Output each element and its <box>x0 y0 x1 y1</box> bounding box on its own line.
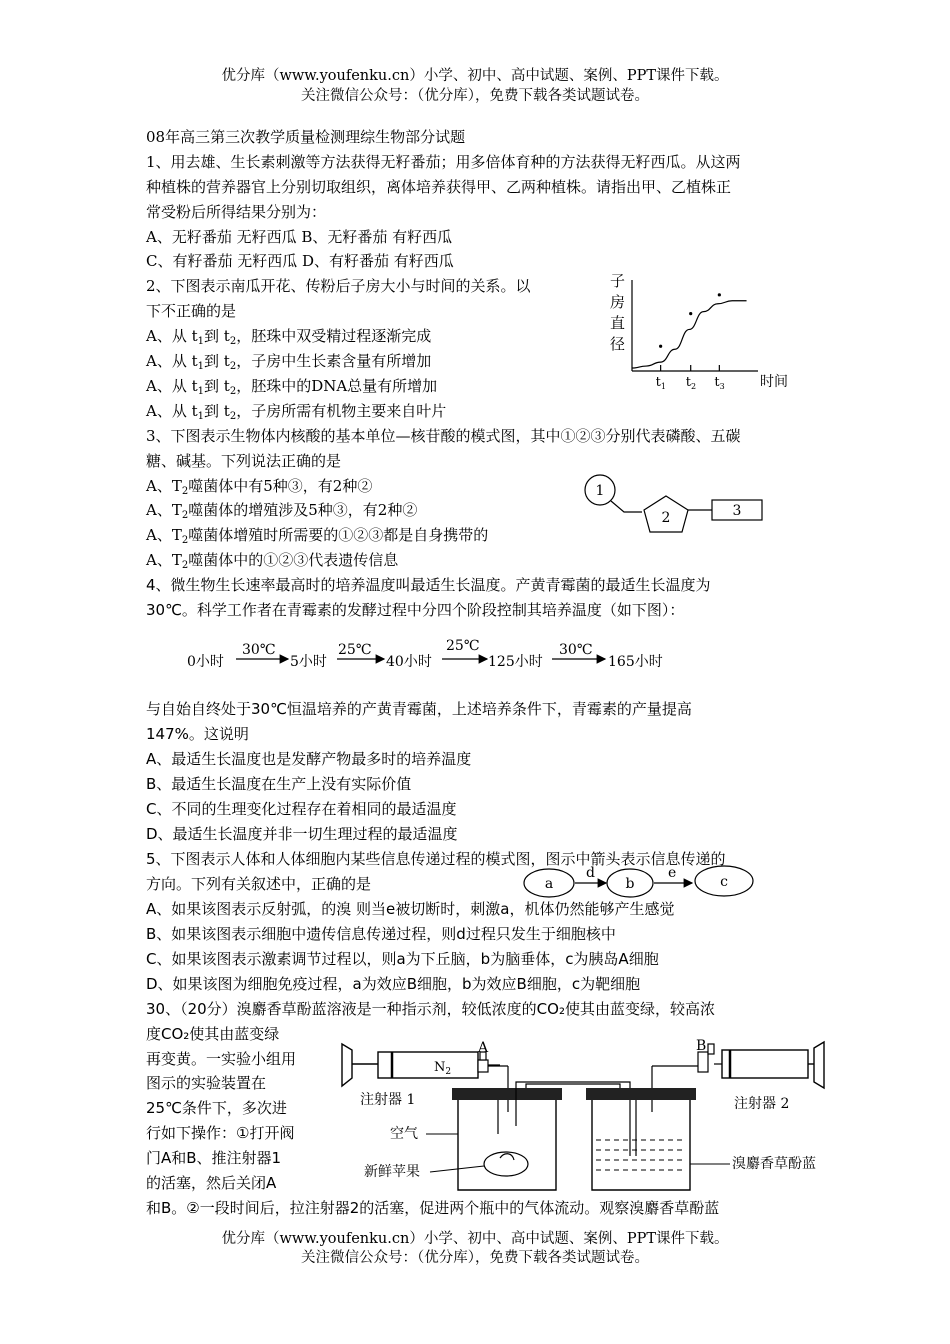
node-a-label: a <box>544 876 554 892</box>
q2-option-b: A、从 $t_1$到 $t_2$，子房中生长素含量有所增加 <box>146 352 432 372</box>
q30-wrap-5: 行如下操作：①打开阀 <box>146 1124 295 1142</box>
y-axis-label-char-3: 直 <box>610 314 626 332</box>
q2-option-a: A、从 $t_1$到 $t_2$，胚珠中双受精过程逐渐完成 <box>146 327 432 347</box>
time-165h: 165小时 <box>608 654 663 670</box>
data-point-1 <box>659 345 662 348</box>
q3-option-d: A、$T_2$噬菌体中的①②③代表遗传信息 <box>146 551 399 571</box>
q5-stem-2: 方向。下列有关叙述中，正确的是 <box>146 875 372 893</box>
q1-stem-1: 1、用去雄、生长素刺激等方法获得无籽番茄；用多倍体育种的方法获得无籽西瓜。从这两 <box>146 153 741 171</box>
sugar-label: 2 <box>661 510 671 526</box>
q4-stem-1: 4、微生物生长速率最高时的培养温度叫最适生长温度。产黄青霉菌的最适生长温度为 <box>146 576 711 594</box>
q4-after-1: 与自始自终处于30℃恒温培养的产黄青霉菌，上述培养条件下，青霉素的产量提高 <box>146 700 692 718</box>
q30-stem-1: 30、（20分）溴麝香草酚蓝溶液是一种指示剂，较低浓度的CO₂使其由蓝变绿，较高浓 <box>146 1000 715 1018</box>
growth-curve <box>632 301 747 368</box>
experiment-apparatus <box>330 1030 840 1200</box>
y-axis-label-char-4: 径 <box>610 335 626 353</box>
bond-line-1 <box>611 501 642 512</box>
right-bottle <box>586 1088 696 1190</box>
time-40h: 40小时 <box>386 654 432 670</box>
y-axis-label-char-2: 房 <box>610 293 626 311</box>
q5-option-d: D、如果该图为细胞免疫过程，a为效应B细胞，b为效应B细胞，c为靶细胞 <box>146 975 641 993</box>
q4-option-b: B、最适生长温度在生产上没有实际价值 <box>146 775 412 793</box>
q2-stem-2: 下不正确的是 <box>146 302 237 320</box>
page-title: 08年高三第三次教学质量检测理综生物部分试题 <box>146 128 466 146</box>
q3-option-c: A、$T_2$噬菌体增殖时所需要的①②③都是自身携带的 <box>146 526 489 546</box>
phosphate-label: 1 <box>595 483 605 499</box>
syringe-2-label: 注射器 2 <box>734 1096 790 1112</box>
syringe-2 <box>714 1042 824 1088</box>
q2-stem-1: 2、下图表示南瓜开花、传粉后子房大小与时间的关系。以 <box>146 277 531 295</box>
temp-stage-3: 25℃ <box>446 638 480 654</box>
q1-options-ab: A、无籽番茄 无籽西瓜 B、无籽番茄 有籽西瓜 <box>146 228 453 246</box>
q4-option-a: A、最适生长温度也是发酵产物最多时的培养温度 <box>146 750 472 768</box>
header-line-2: 关注微信公众号：（优分库），免费下载各类试题试卷。 <box>301 88 649 104</box>
y-axis-label-char-1: 子 <box>610 272 626 290</box>
apple-label: 新鲜苹果 <box>364 1164 420 1180</box>
q5-stem-1: 5、下图表示人体和人体细胞内某些信息传递过程的模式图，图示中箭头表示信息传递的 <box>146 850 726 868</box>
x-tick-label-1: $t_1$ <box>655 375 666 391</box>
syringe-1 <box>342 1044 500 1086</box>
q30-wrap-6: 门A和B、推注射器1 <box>146 1149 282 1167</box>
ovary-growth-chart <box>600 268 800 398</box>
node-c-label: c <box>720 874 728 890</box>
q4-stem-2: 30℃。科学工作者在青霉素的发酵过程中分四个阶段控制其培养温度（如下图）： <box>146 601 685 619</box>
footer-line-2: 关注微信公众号：（优分库），免费下载各类试题试卷。 <box>301 1250 649 1266</box>
q3-stem-2: 糖、碱基。下列说法正确的是 <box>146 452 342 470</box>
q2-option-c: A、从 $t_1$到 $t_2$，胚珠中的DNA总量有所增加 <box>146 377 438 397</box>
q30-last-line: 和B。②一段时间后，拉注射器2的活塞，促进两个瓶中的气体流动。观察溴麝香草酚蓝 <box>146 1199 720 1217</box>
arrow-d-label: d <box>586 865 595 881</box>
q4-option-c: C、不同的生理变化过程存在着相同的最适温度 <box>146 800 457 818</box>
q1-options-cd: C、有籽番茄 无籽西瓜 D、有籽番茄 有籽西瓜 <box>146 252 454 270</box>
q30-wrap-4: 25℃条件下，多次进 <box>146 1099 287 1117</box>
valve-a-label: A <box>478 1040 489 1056</box>
data-point-2 <box>689 312 692 315</box>
q30-wrap-7: 的活塞，然后关闭A <box>146 1174 277 1192</box>
time-0h: 0小时 <box>187 654 224 670</box>
q1-stem-3: 常受粉后所得结果分别为： <box>146 203 327 221</box>
air-label: 空气 <box>390 1126 418 1142</box>
q5-option-a: A、如果该图表示反射弧，的溴 则当e被切断时，刺激a，机体仍然能够产生感觉 <box>146 900 675 918</box>
q1-stem-2: 种植株的营养器官上分别切取组织，离体培养获得甲、乙两种植株。请指出甲、乙植株正 <box>146 178 732 196</box>
q30-wrap-3: 图示的实验装置在 <box>146 1074 267 1092</box>
time-125h: 125小时 <box>488 654 543 670</box>
q30-wrap-1: 度CO₂使其由蓝变绿 <box>146 1025 280 1043</box>
q3-option-b: A、$T_2$噬菌体的增殖涉及5种③，有2种② <box>146 501 418 521</box>
left-bottle <box>452 1088 562 1190</box>
time-5h: 5小时 <box>290 654 327 670</box>
temp-stage-4: 30℃ <box>559 642 593 658</box>
base-label: 3 <box>732 503 742 519</box>
valve-b-label: B <box>696 1038 707 1054</box>
q30-wrap-2: 再变黄。一实验小组用 <box>146 1050 297 1068</box>
q2-option-d: A、从 $t_1$到 $t_2$，子房所需有机物主要来自叶片 <box>146 402 447 422</box>
apple <box>484 1152 528 1176</box>
q5-option-b: B、如果该图表示细胞中遗传信息传递过程，则d过程只发生于细胞核中 <box>146 925 616 943</box>
x-tick-label-2: $t_2$ <box>685 375 697 391</box>
header-line-1: 优分库（www.youfenku.cn）小学、初中、高中试题、案例、PPT课件下载。 <box>221 68 729 84</box>
indicator-label: 溴麝香草酚蓝 <box>732 1156 816 1172</box>
nucleotide-diagram <box>582 472 772 542</box>
q3-option-a: A、$T_2$噬菌体中有5种③，有2种② <box>146 477 373 497</box>
n2-label: $N_2$ <box>434 1060 452 1077</box>
data-point-3 <box>718 293 721 296</box>
temp-stage-1: 30℃ <box>242 642 276 658</box>
node-b-label: b <box>625 876 635 892</box>
q5-option-c: C、如果该图表示激素调节过程以，则a为下丘脑，b为脑垂体，c为胰岛A细胞 <box>146 950 659 968</box>
q4-after-2: 147%。这说明 <box>146 725 249 743</box>
q4-option-d: D、最适生长温度并非一切生理过程的最适温度 <box>146 825 458 843</box>
x-tick-label-3: $t_3$ <box>714 375 725 391</box>
syringe-1-label: 注射器 1 <box>360 1092 416 1108</box>
signal-flow-diagram <box>522 862 762 902</box>
arrow-e-label: e <box>668 865 677 881</box>
q3-stem-1: 3、下图表示生物体内核酸的基本单位—核苷酸的模式图，其中①②③分别代表磷酸、五碳 <box>146 427 741 445</box>
temperature-flow <box>180 636 700 676</box>
footer-line-1: 优分库（www.youfenku.cn）小学、初中、高中试题、案例、PPT课件下载。 <box>221 1231 729 1247</box>
x-axis-label: 时间 <box>760 374 788 390</box>
temp-stage-2: 25℃ <box>338 642 372 658</box>
